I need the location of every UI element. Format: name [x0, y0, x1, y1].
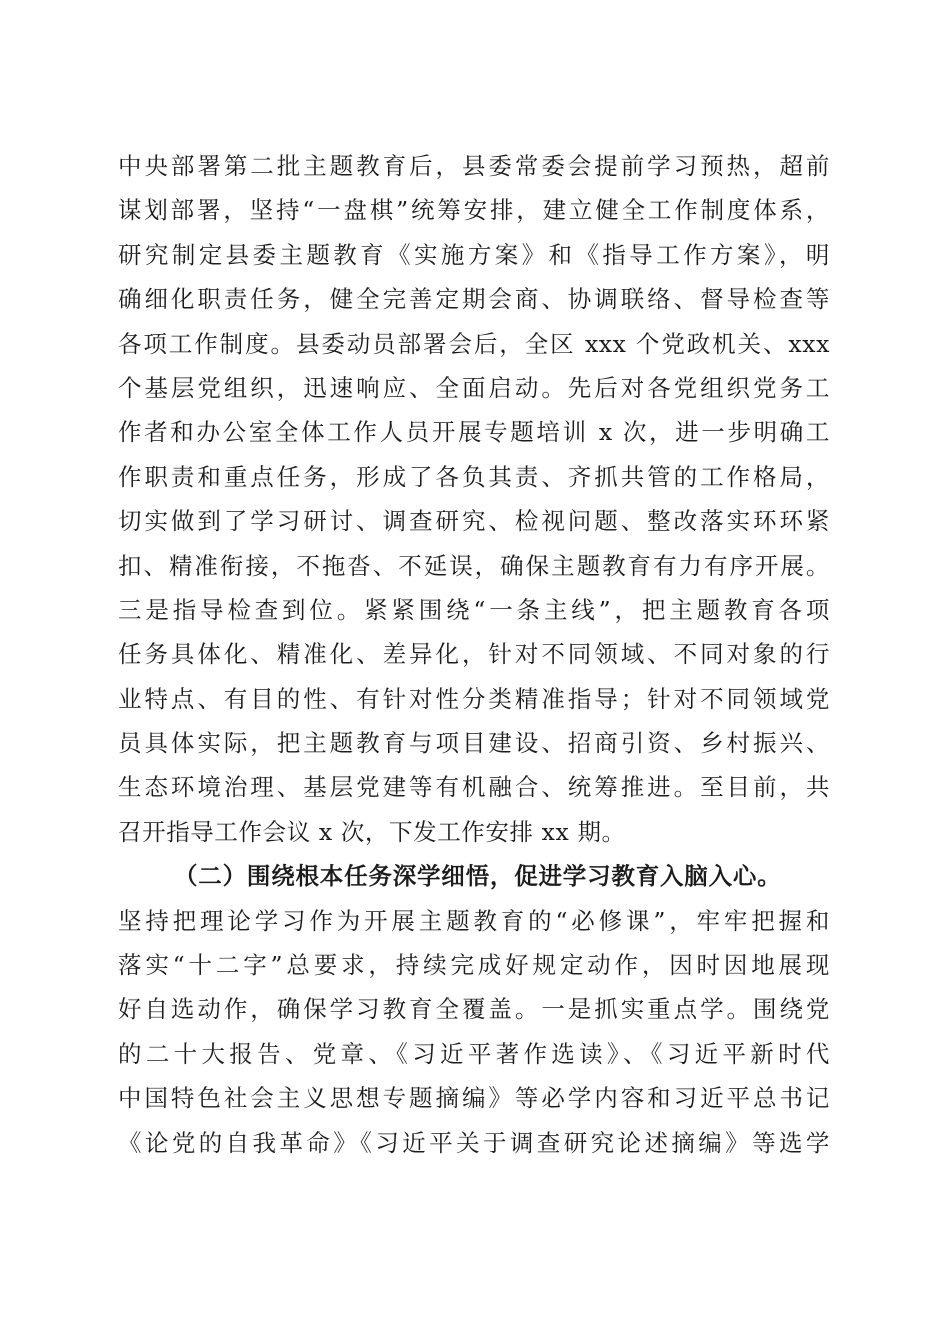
document-body	[118, 144, 830, 1165]
paragraph-line: 个基层党组织，迅速响应、全面启动。先后对各党组织党务工	[118, 373, 830, 402]
paragraph-line: 中央部署第二批主题教育后，县委常委会提前学习预热，超前	[118, 152, 830, 180]
paragraph-line: 扣、精准衔接，不拖沓、不延误，确保主题教育有力有序开展。	[118, 551, 830, 580]
paragraph-line: 落实“十二字”总要求，持续完成好规定动作，因时因地展现	[118, 951, 830, 980]
section-heading: （二）围绕根本任务深学细悟，促进学习教育入脑入心。	[174, 862, 782, 891]
paragraph-line: 研究制定县委主题教育《实施方案》和《指导工作方案》，明	[118, 240, 830, 269]
paragraph-line: 确细化职责任务，健全完善定期会商、协调联络、督导检查等	[118, 285, 830, 314]
paragraph-line: 好自选动作，确保学习教育全覆盖。一是抓实重点学。围绕党	[118, 995, 830, 1024]
paragraph-line: 中国特色社会主义思想专题摘编》等必学内容和习近平总书记	[118, 1084, 830, 1113]
paragraph-line: 坚持把理论学习作为开展主题教育的“必修课”，牢牢把握和	[118, 906, 830, 935]
paragraph-line: 谋划部署，坚持“一盘棋”统筹安排，建立健全工作制度体系，	[118, 196, 830, 225]
paragraph-line: 《论党的自我革命》《习近平关于调查研究论述摘编》等选学	[118, 1128, 830, 1157]
paragraph-line: 各项工作制度。县委动员部署会后，全区 xxx 个党政机关、xxx	[118, 329, 830, 358]
paragraph-line: 任务具体化、精准化、差异化，针对不同领域、不同对象的行	[118, 640, 830, 669]
paragraph-line: 员具体实际，把主题教育与项目建设、招商引资、乡村振兴、	[118, 729, 830, 758]
paragraph-line: 作职责和重点任务，形成了各负其责、齐抓共管的工作格局，	[118, 462, 830, 491]
paragraph-line: 作者和办公室全体工作人员开展专题培训 x 次，进一步明确工	[118, 418, 830, 447]
paragraph-line: 的二十大报告、党章、《习近平著作选读》、《习近平新时代	[118, 1039, 830, 1068]
paragraph-line: 切实做到了学习研讨、调查研究、检视问题、整改落实环环紧	[118, 507, 830, 536]
paragraph-line: 业特点、有目的性、有针对性分类精准指导；针对不同领域党	[118, 684, 830, 713]
paragraph-line: 三是指导检查到位。紧紧围绕“一条主线”，把主题教育各项	[118, 595, 830, 624]
paragraph-line: 生态环境治理、基层党建等有机融合、统筹推进。至目前，共	[118, 773, 830, 802]
paragraph-line: 召开指导工作会议 x 次，下发工作安排 xx 期。	[118, 817, 626, 846]
